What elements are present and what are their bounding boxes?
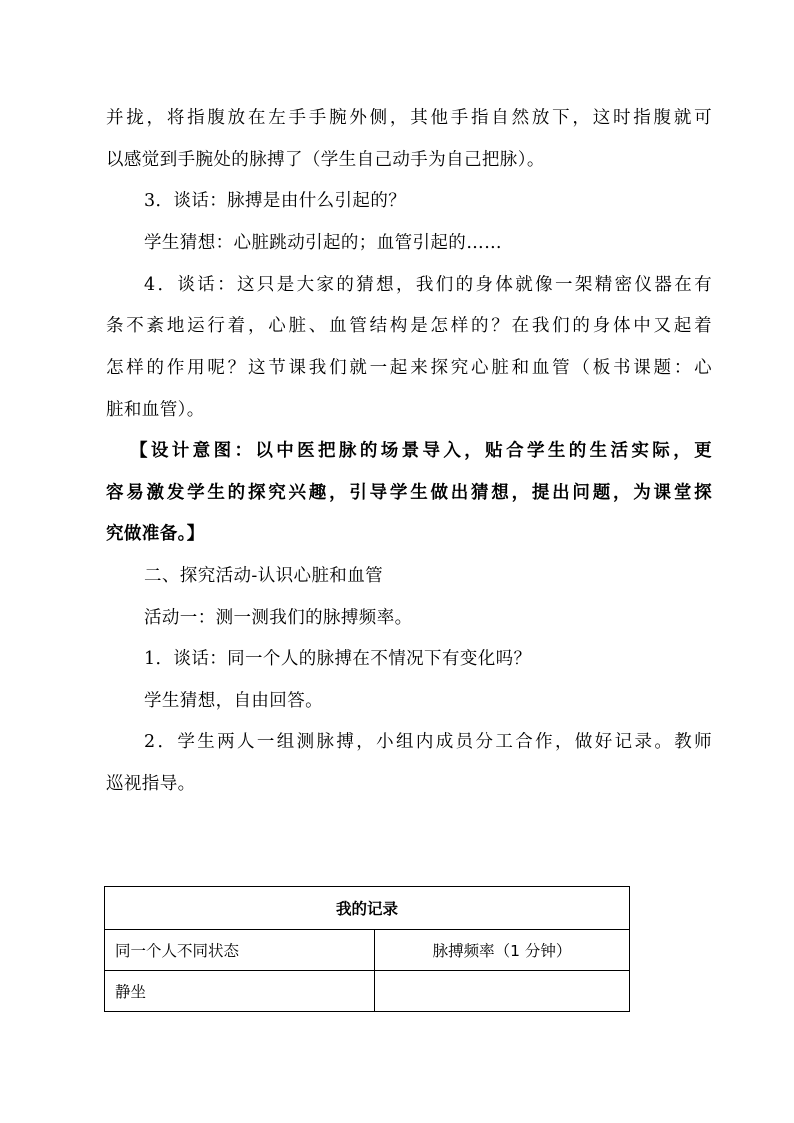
table-cell	[375, 971, 630, 1012]
paragraph-line: 条不紊地运行着，心脏、血管结构是怎样的？在我们的身体中又起着	[106, 316, 712, 336]
paragraph-line: 学生猜想，自由回答。	[144, 691, 323, 711]
paragraph-line: 以感觉到手腕处的脉搏了（学生自己动手为自己把脉）。	[106, 150, 545, 170]
section-title: 二、探究活动-认识心脏和血管	[144, 566, 384, 586]
design-intent-line: 究做准备。】	[106, 524, 205, 544]
table-header-cell: 同一个人不同状态	[105, 930, 375, 971]
design-intent-line: 【设计意图：以中医把脉的场景导入，贴合学生的生活实际，更	[130, 441, 712, 461]
paragraph-line: 3．谈话：脉搏是由什么引起的？	[144, 191, 407, 211]
paragraph-line: 学生猜想：心脏跳动引起的；血管引起的……	[144, 233, 502, 253]
paragraph-line: 怎样的作用呢？这节课我们就一起来探究心脏和血管（板书课题：心	[106, 358, 712, 378]
table-header-cell: 脉搏频率（1 分钟）	[375, 930, 630, 971]
paragraph-line: 巡视指导。	[106, 774, 196, 794]
table-row	[105, 971, 630, 1012]
paragraph-line: 1．谈话：同一个人的脉搏在不情况下有变化吗？	[144, 649, 532, 669]
record-table	[104, 886, 630, 1012]
paragraph-line: 脏和血管）。	[106, 400, 205, 420]
table-header-row	[105, 930, 630, 971]
design-intent-line: 容易激发学生的探究兴趣，引导学生做出猜想，提出问题，为课堂探	[106, 483, 712, 503]
paragraph-line: 并拢，将指腹放在左手手腕外侧，其他手指自然放下，这时指腹就可	[106, 108, 712, 128]
table-cell: 静坐	[105, 971, 375, 1012]
paragraph-line: 2．学生两人一组测脉搏，小组内成员分工合作，做好记录。教师	[144, 732, 712, 752]
paragraph-line: 4．谈话：这只是大家的猜想，我们的身体就像一架精密仪器在有	[144, 275, 712, 295]
table-title: 我的记录	[105, 887, 630, 930]
activity-title: 活动一：测一测我们的脉搏频率。	[144, 608, 413, 628]
table-title-row	[105, 887, 630, 930]
